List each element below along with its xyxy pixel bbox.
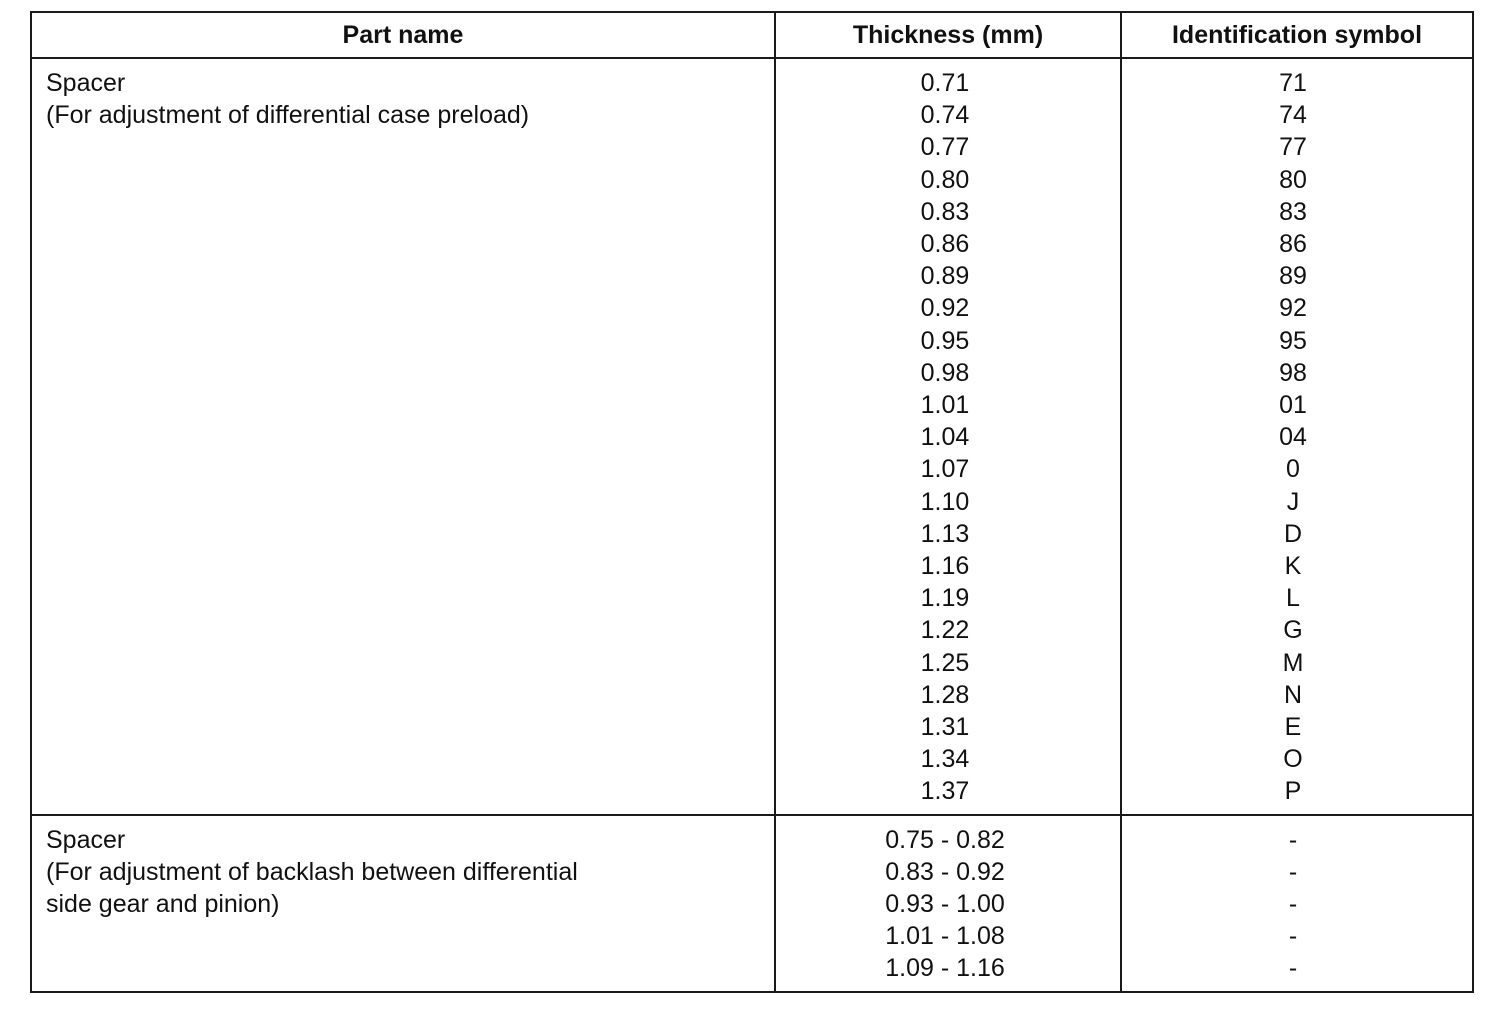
thickness-value: 1.22 [920, 616, 970, 645]
identification-symbol-value: L [1286, 584, 1300, 613]
identification-symbol-value: - [1288, 825, 1298, 854]
identification-symbol-value: 89 [1279, 262, 1307, 291]
identification-symbol-value: 74 [1279, 101, 1307, 130]
identification-symbol-value: J [1286, 487, 1300, 516]
thickness-value: 0.75 - 0.82 [885, 825, 1005, 854]
thickness-value: 0.83 [920, 197, 970, 226]
spacer-specification-table [30, 11, 1474, 993]
identification-symbol-value: G [1283, 616, 1303, 645]
thickness-value: 0.93 - 1.00 [885, 890, 1005, 919]
identification-symbol-value: 83 [1279, 197, 1307, 226]
thickness-value: 1.01 [920, 391, 970, 420]
thickness-value: 0.95 [920, 326, 970, 355]
thickness-cell [775, 58, 1121, 815]
thickness-value: 0.77 [920, 133, 970, 162]
part-name-line: Spacer [46, 69, 126, 97]
header-identification-symbol: Identification symbol [1121, 12, 1473, 58]
identification-symbol-value: E [1284, 713, 1302, 742]
identification-symbol-value: K [1284, 552, 1302, 581]
identification-symbol-value: 71 [1279, 69, 1307, 97]
thickness-value: 1.10 [920, 487, 970, 516]
thickness-value: 1.09 - 1.16 [885, 954, 1005, 983]
part-name-cell [31, 815, 775, 992]
thickness-value: 1.01 - 1.08 [885, 922, 1005, 951]
thickness-value: 0.92 [920, 294, 970, 323]
thickness-value: 0.86 [920, 230, 970, 259]
identification-symbol-value: D [1283, 519, 1303, 548]
thickness-value: 1.31 [920, 713, 970, 742]
identification-symbol-value: P [1284, 777, 1302, 806]
identification-symbol-value: 86 [1279, 230, 1307, 259]
part-name-line: Spacer [46, 825, 126, 854]
thickness-value: 1.13 [920, 519, 970, 548]
part-name-line: (For adjustment of differential case preload) [46, 101, 530, 130]
thickness-value: 0.89 [920, 262, 970, 291]
identification-symbol-value: 95 [1279, 326, 1307, 355]
thickness-value: 1.37 [920, 777, 970, 806]
thickness-cell [775, 815, 1121, 992]
identification-symbol-value: 98 [1279, 358, 1307, 387]
table-header-row [31, 12, 1473, 58]
thickness-value: 1.25 [920, 648, 970, 677]
identification-symbol-cell [1121, 58, 1473, 815]
thickness-value: 0.71 [920, 69, 970, 97]
identification-symbol-value: - [1288, 857, 1298, 886]
thickness-value: 1.28 [920, 680, 970, 709]
part-name-line: (For adjustment of backlash between differential [46, 857, 578, 886]
identification-symbol-value: 80 [1279, 165, 1307, 194]
identification-symbol-value: O [1283, 745, 1303, 774]
identification-symbol-value: - [1288, 922, 1298, 951]
identification-symbol-value: 01 [1279, 391, 1307, 420]
thickness-value: 1.19 [920, 584, 970, 613]
header-thickness: Thickness (mm) [775, 12, 1121, 58]
identification-symbol-cell [1121, 815, 1473, 992]
identification-symbol-value: 04 [1279, 423, 1307, 452]
thickness-value: 1.16 [920, 552, 970, 581]
table-row [31, 815, 1473, 992]
header-part-name: Part name [31, 12, 775, 58]
identification-symbol-value: - [1288, 890, 1298, 919]
thickness-value: 1.04 [920, 423, 970, 452]
table-row [31, 58, 1473, 815]
part-name-cell [31, 58, 775, 815]
identification-symbol-value: N [1283, 680, 1303, 709]
identification-symbol-value: - [1288, 954, 1298, 983]
table-body [31, 58, 1473, 992]
thickness-value: 0.74 [920, 101, 970, 130]
identification-symbol-value: M [1282, 648, 1304, 677]
thickness-value: 1.07 [920, 455, 970, 484]
thickness-value: 1.34 [920, 745, 970, 774]
identification-symbol-value: 92 [1279, 294, 1307, 323]
identification-symbol-value: 0 [1286, 455, 1300, 484]
thickness-value: 0.83 - 0.92 [885, 857, 1005, 886]
thickness-value: 0.80 [920, 165, 970, 194]
part-name-line: side gear and pinion) [46, 890, 280, 919]
identification-symbol-value: 77 [1279, 133, 1307, 162]
thickness-value: 0.98 [920, 358, 970, 387]
